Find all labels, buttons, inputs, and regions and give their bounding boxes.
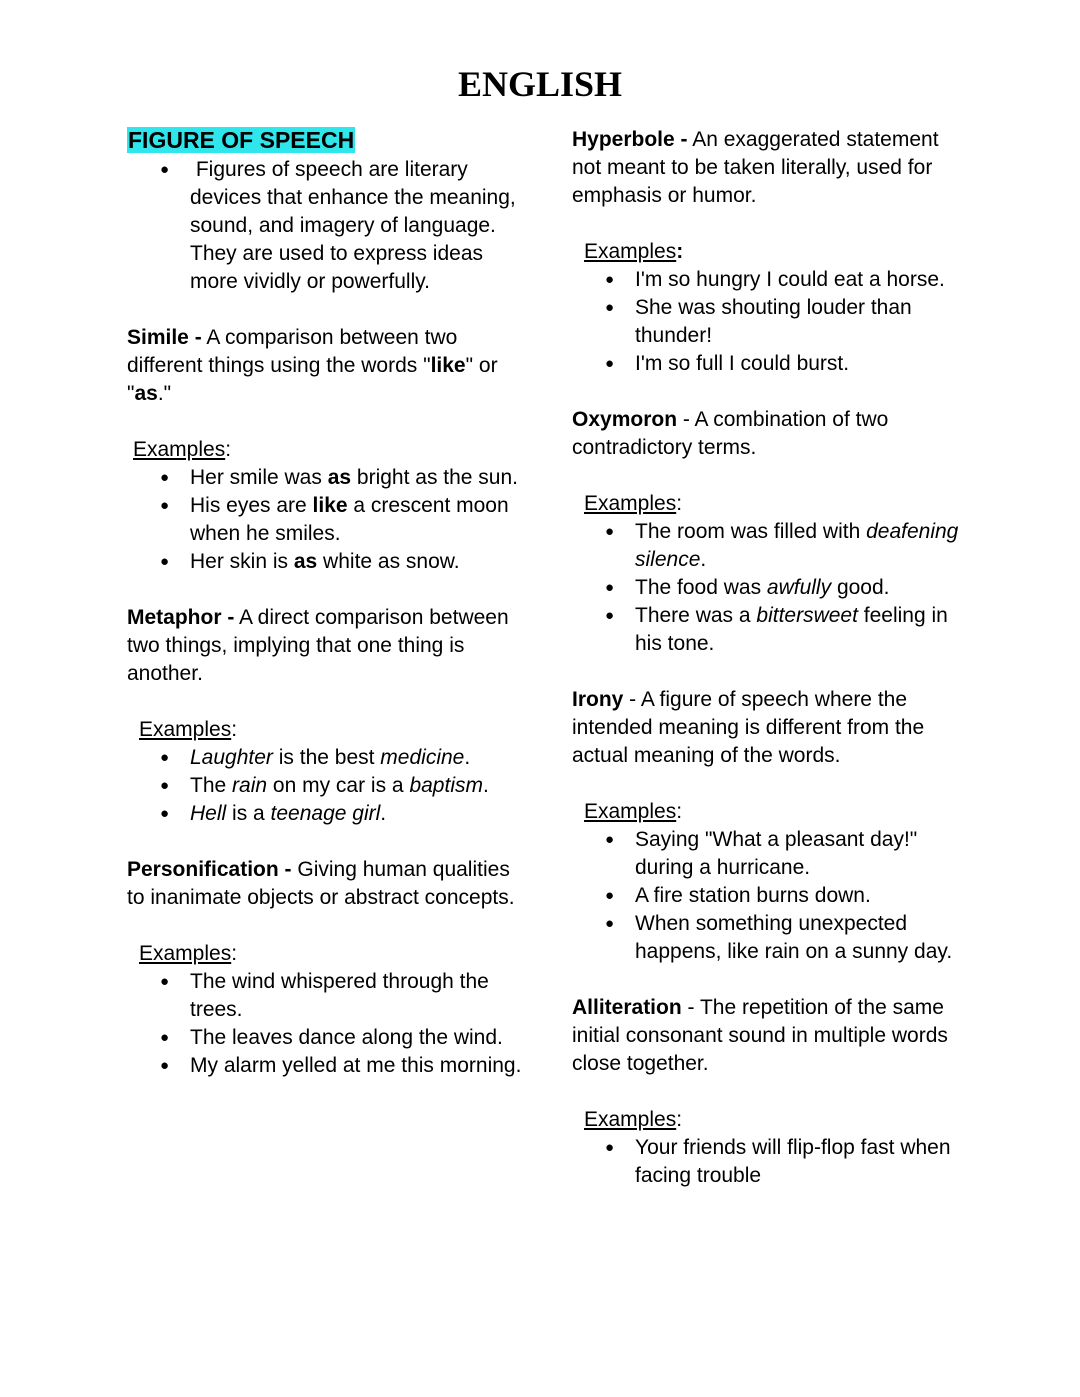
bullet-icon: ● <box>160 469 170 486</box>
list-item: ● The food was awfully good. <box>572 574 967 602</box>
personification-examples-label: Examples: <box>139 942 238 965</box>
hyperbole-examples <box>572 266 967 378</box>
bullet-icon: ● <box>160 497 170 514</box>
list-item: ● The wind whispered through the trees. <box>160 970 489 1021</box>
intro-list <box>127 156 522 296</box>
list-item: ● Her skin is as white as snow. <box>127 548 522 576</box>
bullet-icon: ● <box>605 579 615 596</box>
bullet-icon: ● <box>160 805 170 822</box>
oxymoron-examples <box>572 518 967 658</box>
alliteration-examples-label: Examples: <box>584 1108 683 1131</box>
irony-definition: Irony - A figure of speech where the intended meaning is different from the actual meaning of the words. <box>572 688 925 767</box>
irony-examples-label: Examples: <box>584 800 683 823</box>
list-item: ● The room was filled with deafening silence. <box>605 520 959 571</box>
bullet-icon: ● <box>160 553 170 570</box>
bullet-icon: ● <box>160 777 170 794</box>
bullet-icon: ● <box>160 749 170 766</box>
list-item: ● My alarm yelled at me this morning. <box>127 1052 522 1080</box>
bullet-icon: ● <box>160 1057 170 1074</box>
list-item: ● Figures of speech are literary devices that enhance the meaning, sound, and imagery of language. They are used to express ideas more vividly or powerfully. <box>160 158 516 293</box>
bullet-icon: ● <box>160 973 170 990</box>
list-item: ● I'm so full I could burst. <box>572 350 967 378</box>
list-item: ● The rain on my car is a baptism. <box>127 772 522 800</box>
bullet-icon: ● <box>605 887 615 904</box>
bullet-icon: ● <box>605 915 615 932</box>
list-item: ● There was a bittersweet feeling in his tone. <box>605 604 948 655</box>
hyperbole-definition: Hyperbole - An exaggerated statement not meant to be taken literally, used for emphasis or humor. <box>572 128 939 207</box>
list-item: ● Her smile was as bright as the sun. <box>127 464 522 492</box>
bullet-icon: ● <box>160 1029 170 1046</box>
list-item: ● Laughter is the best medicine. <box>127 744 522 772</box>
list-item: ● Saying "What a pleasant day!" during a hurricane. <box>605 828 918 879</box>
bullet-icon: ● <box>605 831 615 848</box>
bullet-icon: ● <box>605 1139 615 1156</box>
simile-examples-label: Examples: <box>133 438 232 461</box>
list-item: ● Hell is a teenage girl. <box>127 800 522 828</box>
metaphor-examples <box>127 744 522 828</box>
alliteration-definition: Alliteration - The repetition of the same initial consonant sound in multiple words close together. <box>572 996 948 1075</box>
list-item: ● She was shouting louder than thunder! <box>605 296 912 347</box>
list-item: ● His eyes are like a crescent moon when he smiles. <box>160 494 509 545</box>
irony-examples <box>572 826 967 966</box>
personification-examples <box>127 968 522 1080</box>
bullet-icon: ● <box>605 355 615 372</box>
metaphor-definition: Metaphor - A direct comparison between two things, implying that one thing is another. <box>127 606 509 685</box>
list-item: ● The leaves dance along the wind. <box>127 1024 522 1052</box>
metaphor-examples-label: Examples: <box>139 718 238 741</box>
hyperbole-examples-label: Examples: <box>584 240 684 263</box>
oxymoron-definition: Oxymoron - A combination of two contradictory terms. <box>572 408 889 459</box>
alliteration-examples <box>572 1134 967 1190</box>
simile-definition: Simile - A comparison between two different things using the words "like" or "as." <box>127 326 498 405</box>
bullet-icon: ● <box>605 299 615 316</box>
personification-definition: Personification - Giving human qualities to inanimate objects or abstract concepts. <box>127 858 515 909</box>
bullet-icon: ● <box>605 271 615 288</box>
simile-examples <box>127 464 522 576</box>
page-title: ENGLISH <box>457 64 623 104</box>
left-column <box>127 126 522 1080</box>
bullet-icon: ● <box>605 523 615 540</box>
figure-of-speech-heading: FIGURE OF SPEECH <box>128 127 355 153</box>
list-item: ● Your friends will flip-flop fast when facing trouble <box>605 1136 951 1187</box>
bullet-icon: ● <box>160 161 170 178</box>
oxymoron-examples-label: Examples: <box>584 492 683 515</box>
list-item: ● I'm so hungry I could eat a horse. <box>572 266 967 294</box>
list-item: ● When something unexpected happens, like rain on a sunny day. <box>605 912 953 963</box>
right-column <box>572 126 967 1190</box>
bullet-icon: ● <box>605 607 615 624</box>
list-item: ● A fire station burns down. <box>572 882 967 910</box>
